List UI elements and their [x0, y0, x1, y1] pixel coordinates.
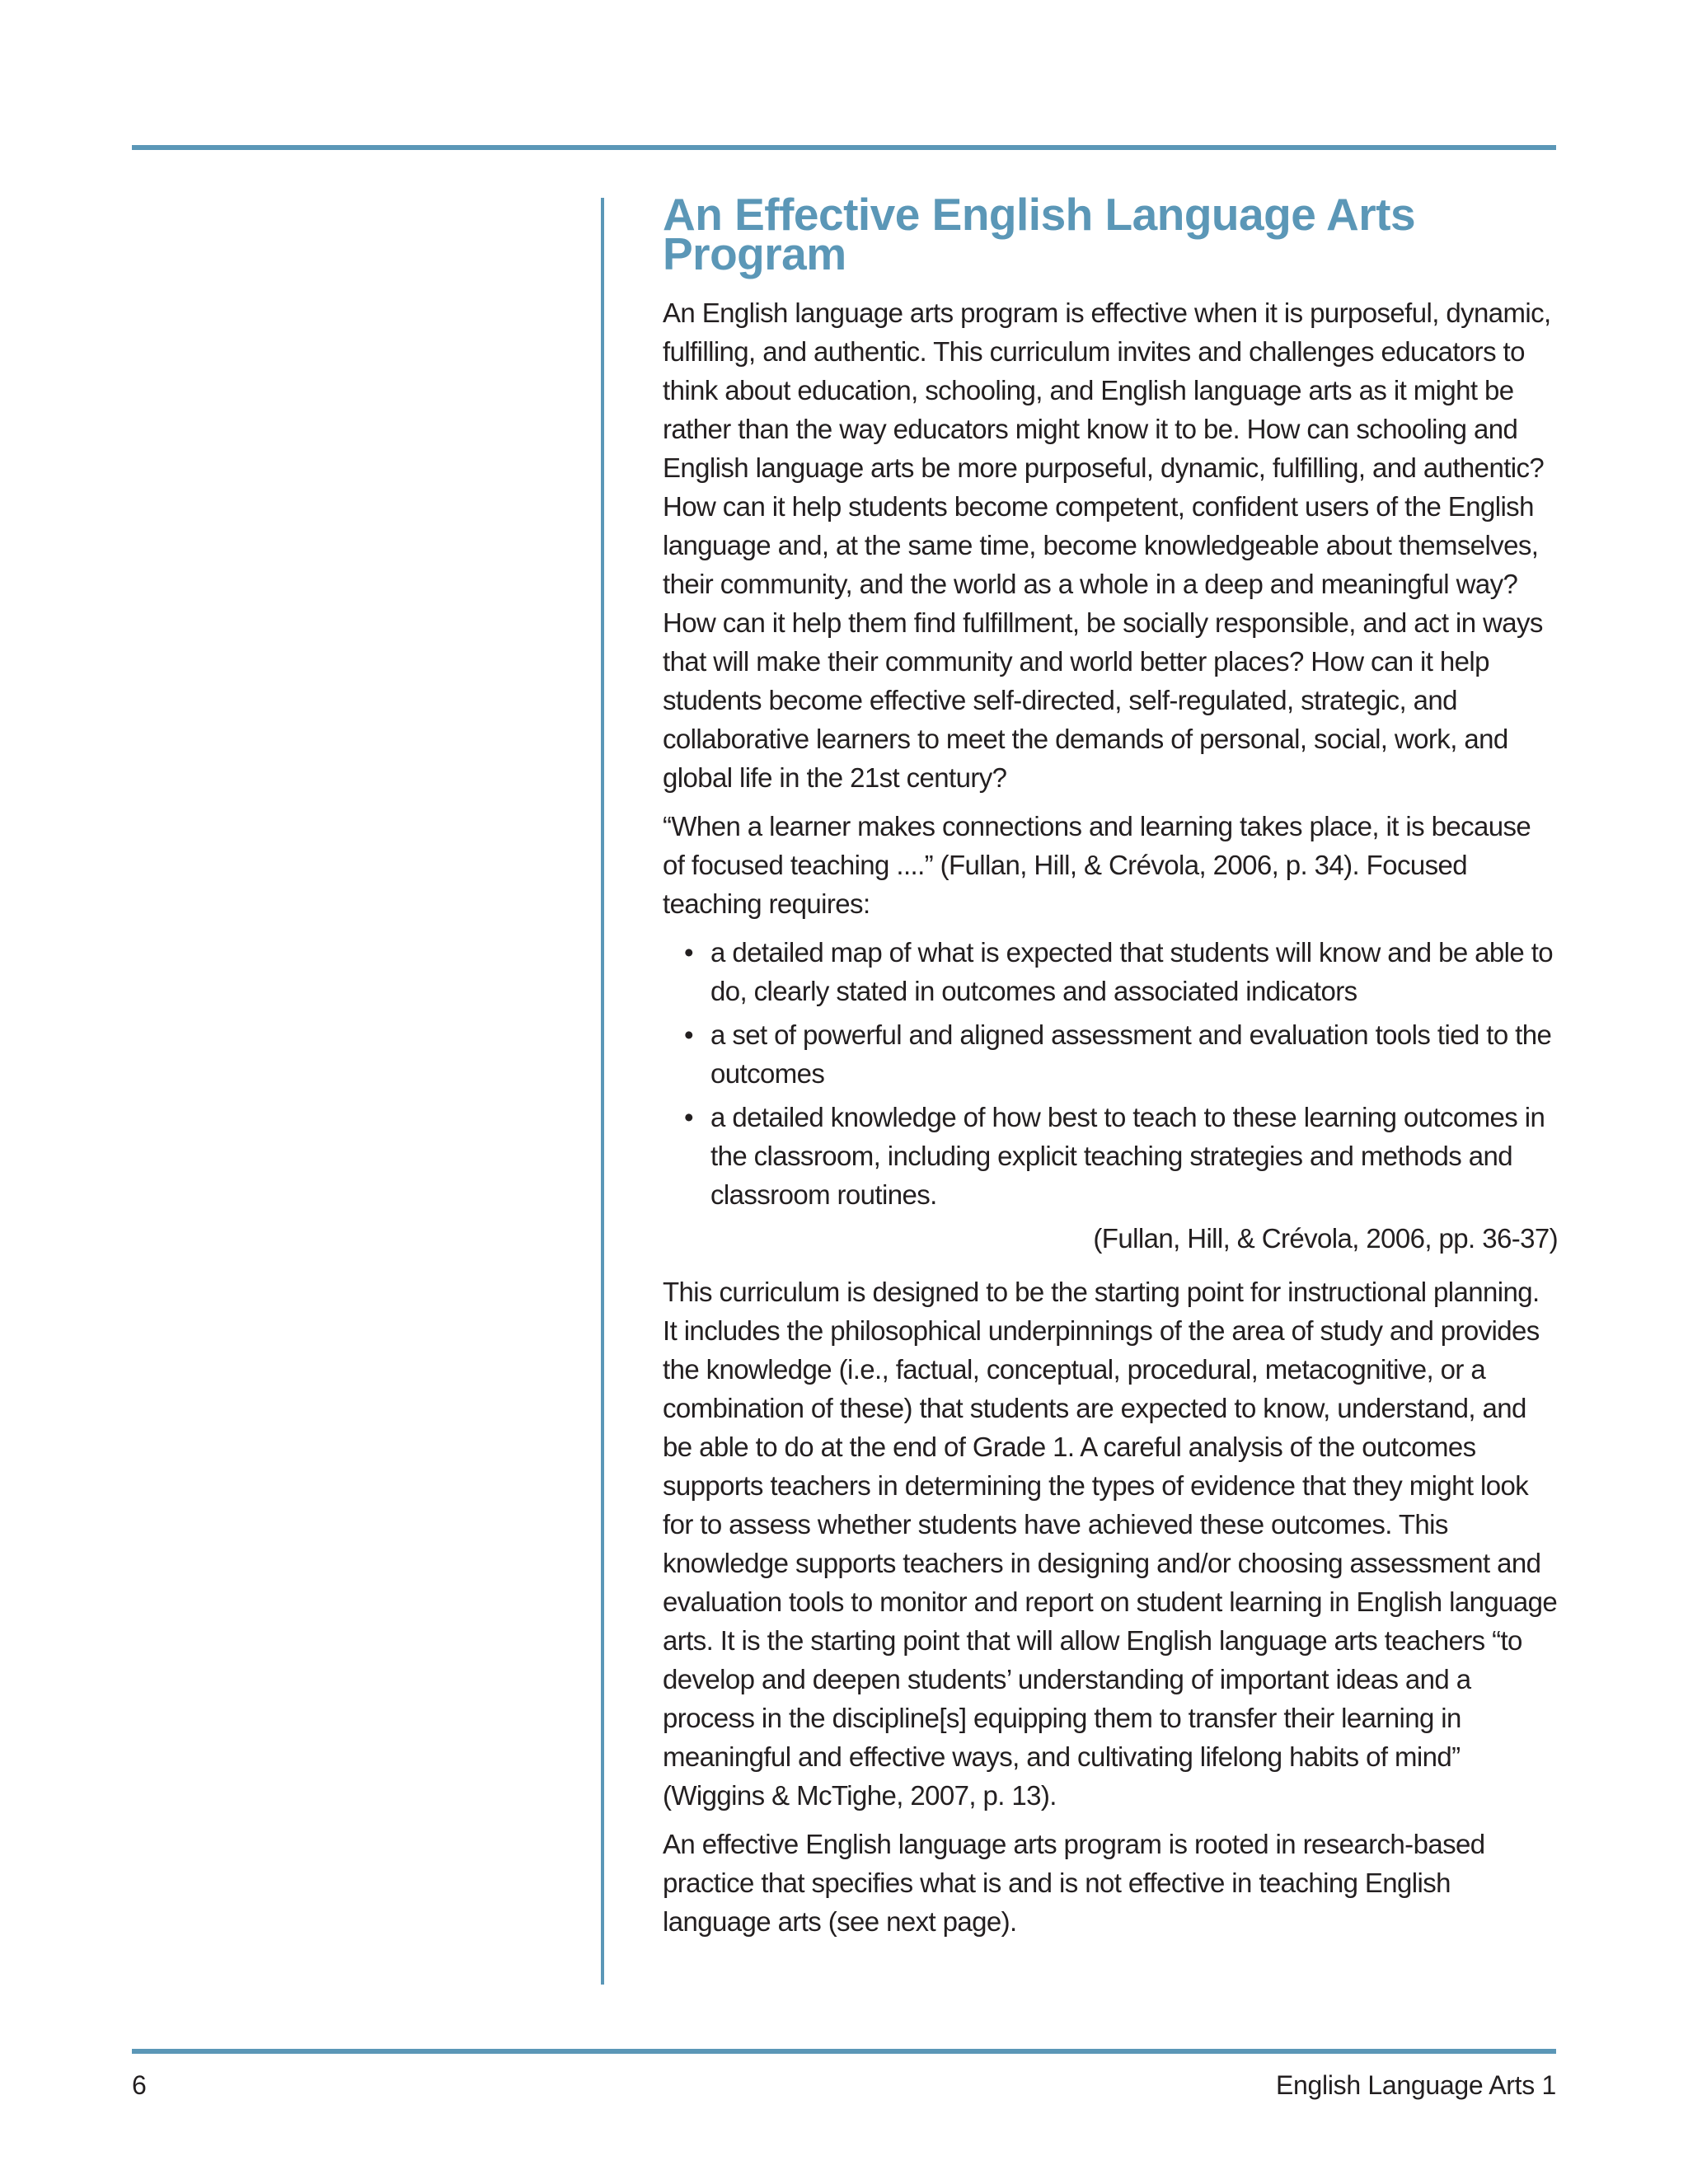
- bullet-icon: •: [684, 1019, 693, 1050]
- quote-paragraph: “When a learner makes connections and learning takes place, it is because of focused teaching ....” (Fullan, Hill, & Crévola, 2006, p. 34). Focused teaching requires:: [663, 811, 1531, 919]
- focused-teaching-list: [663, 933, 1558, 1214]
- main-content: [663, 189, 1558, 1951]
- bullet-icon: •: [684, 937, 693, 968]
- intro-paragraph: An English language arts program is effective when it is purposeful, dynamic, fulfilling, and authentic. This curriculum invites and challenges educators to think about education, schooling, and English language arts as it might be rather than the way educators might know it to be. How can schooling and English language arts be more purposeful, dynamic, fulfilling, and authentic? How can it help students become competent, confident users of the English language and, at the same time, become knowledgeable about themselves, their community, and the world as a whole in a deep and meaningful way? How can it help them find fulfillment, be socially responsible, and act in ways that will make their community and world better places? How can it help students become effective self-directed, self-regulated, strategic, and collaborative learners to meet the demands of personal, social, work, and global life in the 21st century?: [663, 298, 1551, 793]
- top-rule: [132, 145, 1556, 150]
- page-number: 6: [132, 2070, 147, 2100]
- section-heading: An Effective English Language Arts Program: [663, 189, 1416, 279]
- footer-document-title: English Language Arts 1: [1275, 2070, 1556, 2100]
- list-item: [684, 933, 1558, 1010]
- closing-paragraph: An effective English language arts program is rooted in research-based practice that specifies what is and is not effective in teaching English language arts (see next page).: [663, 1829, 1485, 1937]
- list-item-text: a detailed knowledge of how best to teach to these learning outcomes in the classroom, including explicit teaching strategies and methods and classroom routines.: [710, 1102, 1545, 1210]
- bottom-rule: [132, 2049, 1556, 2054]
- list-item: [684, 1098, 1558, 1214]
- list-item: [684, 1015, 1558, 1093]
- bullet-icon: •: [684, 1102, 693, 1132]
- list-citation: (Fullan, Hill, & Crévola, 2006, pp. 36-37): [1093, 1223, 1558, 1254]
- curriculum-paragraph: This curriculum is designed to be the starting point for instructional planning. It includes the philosophical underpinnings of the area of study and provides the knowledge (i.e., factual, conceptual, procedural, metacognitive, or a combination of these) that students are expected to know, understand, and be able to do at the end of Grade 1. A careful analysis of the outcomes supports teachers in determining the types of evidence that they might look for to assess whether students have achieved these outcomes. This knowledge supports teachers in designing and/or choosing assessment and evaluation tools to monitor and report on student learning in English language arts. It is the starting point that will allow English language arts teachers “to develop and deepen students’ understanding of important ideas and a process in the discipline[s] equipping them to transfer their learning in meaningful and effective ways, and cultivating lifelong habits of mind” (Wiggins & McTighe, 2007, p. 13).: [663, 1277, 1558, 1811]
- sidebar-divider-line: [601, 198, 604, 1985]
- list-item-text: a set of powerful and aligned assessment and evaluation tools tied to the outcomes: [710, 1019, 1552, 1089]
- list-item-text: a detailed map of what is expected that students will know and be able to do, clearly stated in outcomes and associated indicators: [710, 937, 1554, 1006]
